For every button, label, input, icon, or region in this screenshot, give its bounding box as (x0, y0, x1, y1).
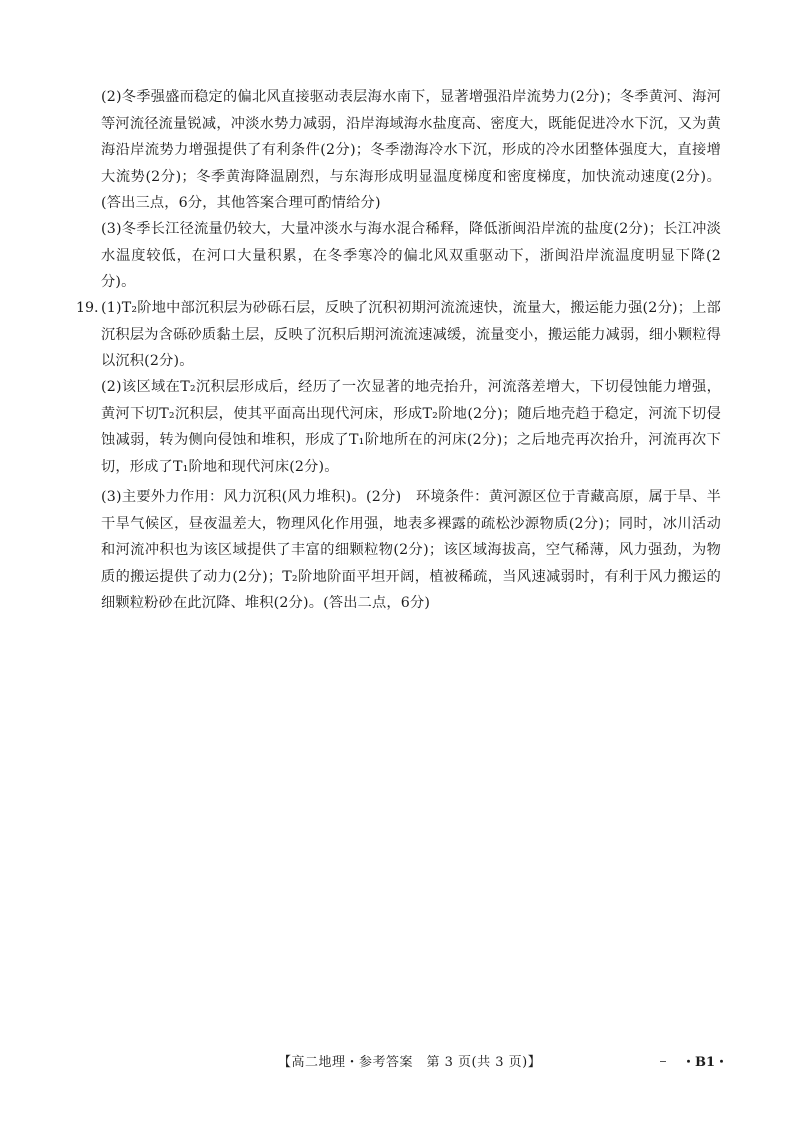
q18-part2-answer: (2)冬季强盛而稳定的偏北风直接驱动表层海水南下，显著增强沿岸流势力(2分)；冬季黄河、海河等河流径流量锐减，冲淡水势力减弱，沿岸海域海水盐度高、密度大，既能促进冷水下沉，又为黄海沿岸流势力增强提供了有利条件(2分)；冬季渤海冷水下沉，形成的冷水团整体强度大，直接增大流势(2分)；冬季黄海降温剧烈，与东海形成明显温度梯度和密度梯度，加快流动速度(2分)。(答出三点，6分，其他答案合理可酌情给分) (101, 89, 721, 211)
q19-part3-answer: (3)主要外力作用：风力沉积(风力堆积)。(2分) 环境条件：黄河源区位于青藏高原，属于旱、半干旱气候区，昼夜温差大，物理风化作用强，地表多裸露的疏松沙源物质(2分)；同时，冰川活动和河流冲积也为该区域提供了丰富的细颗粒物(2分)；该区域海拔高，空气稀薄，风力强劲，为物质的搬运提供了动力(2分)；T₂阶地阶面平坦开阔，植被稀疏，当风速减弱时，有利于风力搬运的细颗粒粉砂在此沉降、堆积(2分)。(答出二点，6分) (101, 489, 721, 611)
q19-part2-answer: (2)该区域在T₂沉积层形成后，经历了一次显著的地壳抬升，河流落差增大，下切侵蚀能力增强，黄河下切T₂沉积层，使其平面高出现代河床，形成T₂阶地(2分)；随后地壳趋于稳定，河流下切侵蚀减弱，转为侧向侵蚀和堆积，形成了T₁阶地所在的河床(2分)；之后地壳再次抬升，河流再次下切，形成了T₁阶地和现代河床(2分)。 (101, 379, 721, 475)
page-footer (0, 1051, 800, 1075)
q18-part3-answer: (3)冬季长江径流量仍较大，大量冲淡水与海水混合稀释，降低浙闽沿岸流的盐度(2分)；长江冲淡水温度较低，在河口大量积累，在冬季寒冷的偏北风双重驱动下，浙闽沿岸流温度明显下降(2分)。 (101, 221, 721, 290)
footer-page-label: 【高二地理・参考答案 第 3 页(共 3 页)】 (278, 1055, 542, 1070)
footer-dash-mark (660, 1061, 666, 1062)
question-number-19: 19. (76, 300, 99, 316)
q19-part1-answer: (1)T₂阶地中部沉积层为砂砾石层，反映了沉积初期河流流速快，流量大，搬运能力强(2分)；上部沉积层为含砾砂质黏土层，反映了沉积后期河流流速减缓，流量变小，搬运能力减弱，细小颗粒得以沉积(2分)。 (101, 300, 721, 369)
footer-version-code: ・B1・ (682, 1055, 729, 1070)
